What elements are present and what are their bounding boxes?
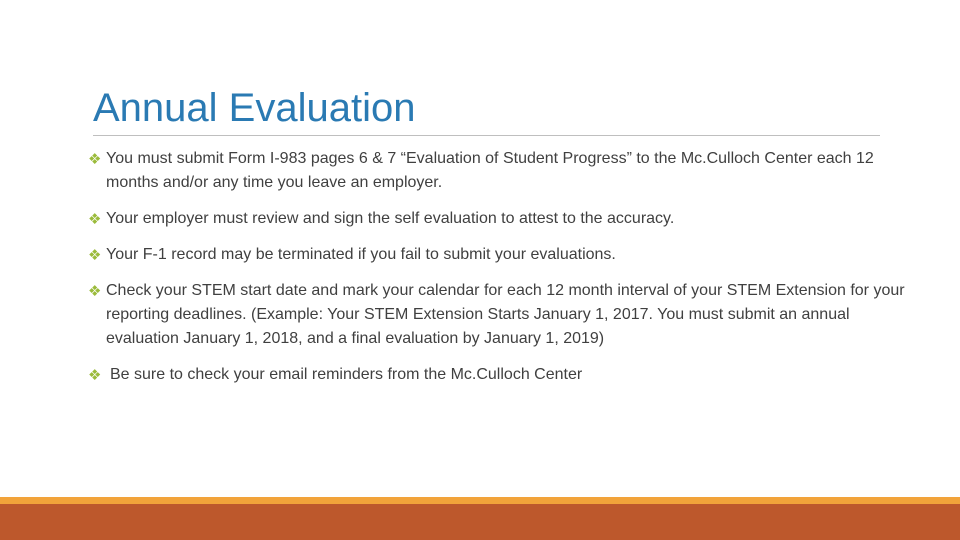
- footer-accent-stripe: [0, 497, 960, 504]
- bullet-text: Your employer must review and sign the self evaluation to attest to the accuracy.: [106, 210, 675, 227]
- diamond-bullet-icon: ❖: [88, 246, 102, 264]
- bullet-text: Your F-1 record may be terminated if you fail to submit your evaluations.: [106, 246, 616, 263]
- slide-title: Annual Evaluation: [93, 86, 416, 130]
- bullet-text: Check your STEM start date and mark your calendar for each 12 month interval of your STEM Extension for your reporting deadlines. (Example: Your STEM Extension Starts January 1, 2017. You must submit an annual evaluation January 1, 2018, and a final evaluation by January 1, 2019): [106, 282, 905, 347]
- bullet-item: [88, 243, 908, 267]
- diamond-bullet-icon: ❖: [88, 366, 102, 384]
- bullet-item: [88, 147, 908, 195]
- bullet-item: [88, 207, 908, 231]
- diamond-bullet-icon: ❖: [88, 282, 102, 300]
- bullet-text: You must submit Form I-983 pages 6 & 7 “Evaluation of Student Progress” to the Mc.Culloch Center each 12 months and/or any time you leave an employer.: [106, 150, 874, 191]
- bullet-item: [88, 279, 908, 351]
- bullet-text: Be sure to check your email reminders from the Mc.Culloch Center: [110, 366, 583, 383]
- bullet-list: [88, 147, 908, 387]
- diamond-bullet-icon: ❖: [88, 150, 102, 168]
- bullet-item: [88, 363, 908, 387]
- diamond-bullet-icon: ❖: [88, 210, 102, 228]
- footer-bar: [0, 504, 960, 540]
- title-divider: [93, 135, 880, 136]
